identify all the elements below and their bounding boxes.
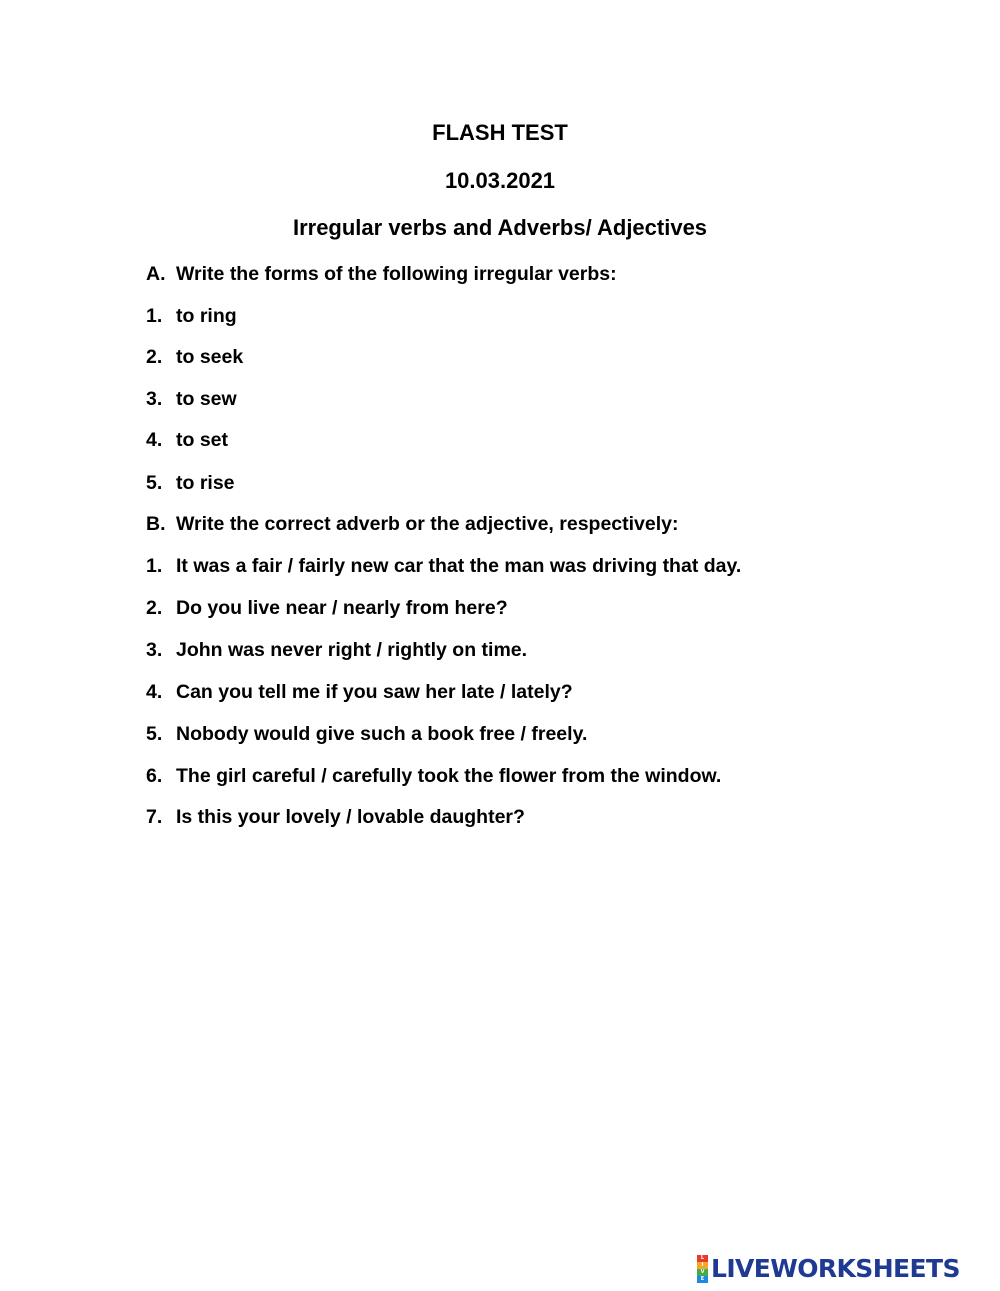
list-item [146,722,966,746]
section-b-heading [146,512,966,536]
sentence-prompt: Do you live near / nearly from here? [176,597,508,619]
list-item [146,764,966,788]
verb-prompt: to set [176,429,229,451]
item-number: 1. [146,555,163,577]
logo-blocks-icon [697,1255,708,1283]
item-number: 3. [146,639,163,661]
list-item [146,304,966,328]
item-number: 5. [146,723,163,745]
list-item [146,680,966,704]
sentence-prompt: John was never right / rightly on time. [176,639,528,661]
section-b-marker: B. [146,513,166,535]
section-b-instruction: Write the correct adverb or the adjective, respectively: [176,513,679,535]
logo-block: L [697,1255,708,1262]
logo-block: I [697,1262,708,1269]
verb-prompt: to seek [176,346,244,368]
item-number: 5. [146,472,163,494]
list-item [146,805,966,829]
verb-prompt: to ring [176,305,237,327]
sentence-prompt: Can you tell me if you saw her late / lately? [176,681,573,703]
item-number: 4. [146,681,163,703]
sentence-prompt: Is this your lovely / lovable daughter? [176,806,525,828]
list-item [146,471,966,495]
sentence-prompt: The girl careful / carefully took the flower from the window. [176,765,722,787]
list-item [146,554,966,578]
list-item [146,596,966,620]
sentence-prompt: Nobody would give such a book free / freely. [176,723,588,745]
list-item [146,638,966,662]
logo-text: LIVEWORKSHEETS [711,1254,960,1283]
section-a-instruction: Write the forms of the following irregular verbs: [176,263,617,285]
item-number: 6. [146,765,163,787]
list-item [146,387,966,411]
list-item [146,345,966,369]
verb-prompt: to sew [176,388,237,410]
item-number: 3. [146,388,163,410]
section-a-heading [146,262,966,286]
item-number: 1. [146,305,163,327]
verb-prompt: to rise [176,472,235,494]
item-number: 4. [146,429,163,451]
logo-block: V [697,1269,708,1276]
logo-block: E [697,1276,708,1283]
page-subtitle: Irregular verbs and Adverbs/ Adjectives [292,215,708,240]
test-date: 10.03.2021 [444,168,556,193]
sentence-prompt: It was a fair / fairly new car that the man was driving that day. [176,555,742,577]
item-number: 2. [146,597,163,619]
page-title: FLASH TEST [432,120,568,145]
item-number: 7. [146,806,163,828]
list-item [146,428,966,452]
liveworksheets-logo [697,1254,960,1284]
item-number: 2. [146,346,163,368]
section-a-marker: A. [146,263,166,285]
